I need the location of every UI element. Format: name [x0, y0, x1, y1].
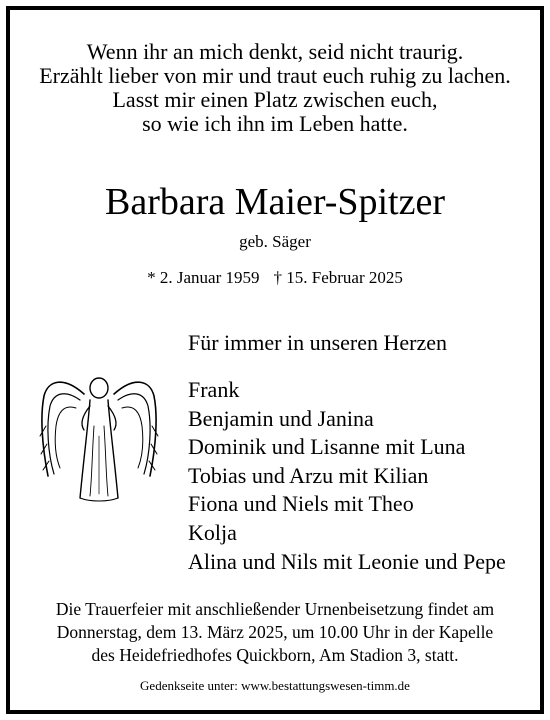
poem	[10, 40, 540, 136]
dedication: Für immer in unseren Herzen	[188, 330, 448, 355]
mourners-list	[188, 376, 506, 576]
poem-line: Lasst mir einen Platz zwischen euch,	[112, 87, 438, 112]
memorial-page-link: Gedenkseite unter: www.bestattungswesen-timm.de	[140, 678, 410, 693]
mourner-entry: Kolja	[188, 519, 237, 545]
obituary-notice	[6, 6, 544, 714]
life-dates	[10, 268, 540, 288]
deceased-name: Barbara Maier-Spitzer	[104, 181, 445, 223]
service-line: des Heidefriedhofes Quickborn, Am Stadion 3, statt.	[91, 645, 459, 665]
service-line: Donnerstag, dem 13. März 2025, um 10.00 Uhr in der Kapelle	[56, 622, 494, 642]
poem-line: Erzählt lieber von mir und traut euch ruhig zu lachen.	[39, 63, 511, 88]
mourner-entry: Benjamin und Janina	[188, 405, 374, 431]
poem-line: so wie ich ihn im Leben hatte.	[142, 111, 408, 136]
mourner-entry: Alina und Nils mit Leonie und Pepe	[188, 548, 506, 574]
maiden-name: geb. Säger	[239, 232, 311, 251]
mourner-entry: Dominik und Lisanne mit Luna	[188, 434, 466, 460]
mourner-entry: Fiona und Niels mit Theo	[188, 491, 414, 517]
service-line: Die Trauerfeier mit anschließender Urnenbeisetzung findet am	[55, 599, 495, 619]
funeral-service-info	[10, 598, 540, 667]
mourner-entry: Frank	[188, 377, 240, 402]
angel-icon	[34, 366, 164, 506]
mourner-entry: Tobias und Arzu mit Kilian	[188, 462, 429, 488]
poem-line: Wenn ihr an mich denkt, seid nicht traurig.	[86, 39, 464, 64]
birth-date: * 2. Januar 1959	[147, 268, 260, 287]
death-date: † 15. Februar 2025	[273, 268, 403, 287]
